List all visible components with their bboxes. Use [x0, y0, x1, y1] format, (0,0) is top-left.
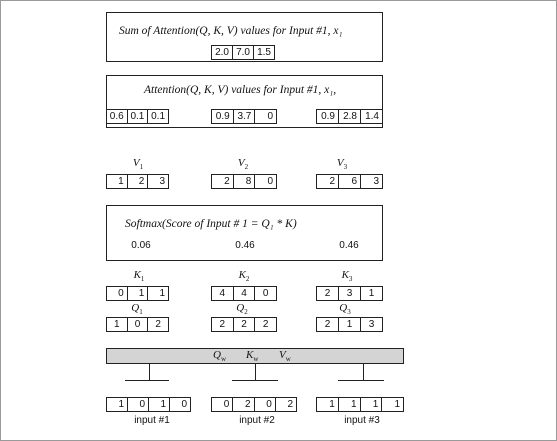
q3-letter: Q	[339, 302, 348, 314]
k3-subscript: 3	[348, 275, 353, 284]
softmax-value-2: 0.46	[235, 240, 255, 251]
v2-subscript: 2	[244, 163, 249, 172]
vector-cell: 0.6	[107, 110, 128, 123]
vector-cell: 0	[128, 398, 149, 411]
vector-cell: 0	[267, 111, 274, 122]
v1-label	[123, 157, 153, 171]
k2-vector	[211, 286, 277, 301]
vector-cell: 1	[159, 288, 166, 299]
vector-cell: 1.4	[365, 111, 379, 122]
k3-vector	[316, 286, 383, 301]
vector-cell: 3	[373, 176, 379, 187]
vector-cell: 1	[368, 288, 375, 299]
k3-letter: K	[341, 269, 349, 281]
sum-attention-vector	[211, 45, 275, 60]
vw-subscript: w	[285, 355, 291, 364]
vector-cell: 8	[234, 175, 256, 188]
vector-cell: 1	[149, 398, 170, 411]
vector-cell: 2	[128, 175, 149, 188]
softmax-value-1: 0.06	[131, 240, 151, 251]
vector-cell: 0	[262, 288, 269, 299]
vector-cell: 2	[287, 399, 293, 410]
v3-label	[327, 157, 357, 171]
sum-attention-title: Sum of Attention(Q, K, V) values for Input #1, x₁	[119, 25, 343, 37]
vector-cell: 1	[339, 398, 361, 411]
k1-subscript: 1	[140, 275, 145, 284]
v3-subscript: 3	[343, 163, 348, 172]
vector-cell: 0.9	[212, 110, 234, 123]
connector-bar-3	[338, 380, 384, 381]
q1-subscript: 1	[139, 308, 143, 317]
input-1-vector	[106, 397, 191, 412]
vector-cell: 0.1	[151, 111, 166, 122]
k1-vector	[106, 286, 169, 301]
input-2-label: input #2	[239, 415, 275, 426]
connector-stem-1	[149, 364, 150, 380]
q1-letter: Q	[131, 302, 140, 314]
v3-letter: V	[336, 157, 344, 169]
k2-subscript: 2	[245, 275, 250, 284]
sum-attention-box	[106, 12, 383, 62]
v3-vector	[316, 174, 383, 189]
q3-subscript: 3	[347, 308, 351, 317]
qw-letter: Q	[213, 349, 221, 361]
qw-subscript: w	[220, 355, 227, 364]
k2-label	[229, 269, 259, 283]
attention-vector-1	[106, 109, 169, 124]
vector-cell: 2	[317, 287, 339, 300]
vector-cell: 6	[339, 175, 361, 188]
vector-cell: 3.7	[234, 110, 256, 123]
input-3-vector	[316, 397, 404, 412]
vector-cell: 4	[234, 287, 256, 300]
vector-cell: 2	[155, 319, 161, 330]
vector-cell: 2	[212, 318, 234, 331]
vector-cell: 3	[339, 287, 361, 300]
vector-cell: 1	[361, 398, 383, 411]
vector-cell: 2	[234, 318, 256, 331]
q1-label	[122, 302, 152, 316]
k1-label	[124, 269, 154, 283]
q2-subscript: 2	[244, 308, 248, 317]
softmax-title: Softmax(Score of Input # 1 = Q₁ * K)	[125, 218, 297, 230]
vector-cell: 2	[317, 318, 339, 331]
vector-cell: 1	[107, 318, 128, 331]
v1-letter: V	[132, 157, 140, 169]
attention-vector-3	[316, 109, 383, 124]
v1-vector	[106, 174, 169, 189]
q2-letter: Q	[236, 302, 245, 314]
vector-cell: 0.9	[317, 110, 339, 123]
vector-cell: 4	[212, 287, 234, 300]
vector-cell: 1	[339, 318, 361, 331]
connector-bar-1	[125, 380, 169, 381]
v2-vector	[211, 174, 277, 189]
k1-letter: K	[133, 269, 141, 281]
q2-label	[227, 302, 257, 316]
q1-vector	[106, 317, 169, 332]
v2-letter: V	[237, 157, 245, 169]
vw-label	[279, 349, 291, 363]
vector-cell: 0	[212, 398, 233, 411]
softmax-value-3: 0.46	[339, 240, 359, 251]
vector-cell: 1	[107, 398, 128, 411]
attention-values-title: Attention(Q, K, V) values for Input #1, x₁,	[144, 84, 337, 96]
vector-cell: 2	[212, 175, 234, 188]
vector-cell: 7.0	[233, 46, 254, 59]
vector-cell: 2	[262, 319, 269, 330]
input-1-label: input #1	[134, 415, 170, 426]
kw-subscript: w	[253, 355, 259, 364]
vector-cell: 3	[368, 319, 375, 330]
input-3-label: input #3	[344, 415, 380, 426]
kw-letter: K	[246, 349, 254, 361]
vector-cell: 1	[128, 287, 149, 300]
vw-letter: V	[279, 349, 286, 361]
vector-cell: 2	[317, 175, 339, 188]
softmax-box	[106, 205, 383, 261]
v1-subscript: 1	[139, 163, 144, 172]
connector-stem-2	[255, 364, 256, 380]
v2-label	[228, 157, 258, 171]
vector-cell: 0.1	[128, 110, 149, 123]
vector-cell: 2.0	[212, 46, 233, 59]
input-2-vector	[211, 397, 297, 412]
qw-label	[213, 349, 226, 363]
connector-stem-3	[363, 364, 364, 380]
k3-label	[332, 269, 362, 283]
vector-cell: 0	[107, 287, 128, 300]
attention-vector-2	[211, 109, 277, 124]
vector-cell: 0	[267, 176, 274, 187]
vector-cell: 1.5	[257, 47, 271, 58]
vector-cell: 2.8	[339, 110, 361, 123]
vector-cell: 2	[233, 398, 254, 411]
vector-cell: 0	[181, 399, 187, 410]
q2-vector	[211, 317, 277, 332]
connector-bar-2	[232, 380, 278, 381]
vector-cell: 1	[107, 175, 128, 188]
k2-letter: K	[238, 269, 246, 281]
vector-cell: 1	[317, 398, 339, 411]
q3-vector	[316, 317, 383, 332]
vector-cell: 1	[394, 399, 400, 410]
vector-cell: 0	[128, 318, 149, 331]
vector-cell: 3	[159, 176, 166, 187]
vector-cell: 0	[255, 398, 276, 411]
kw-label	[246, 349, 258, 363]
q3-label	[330, 302, 360, 316]
